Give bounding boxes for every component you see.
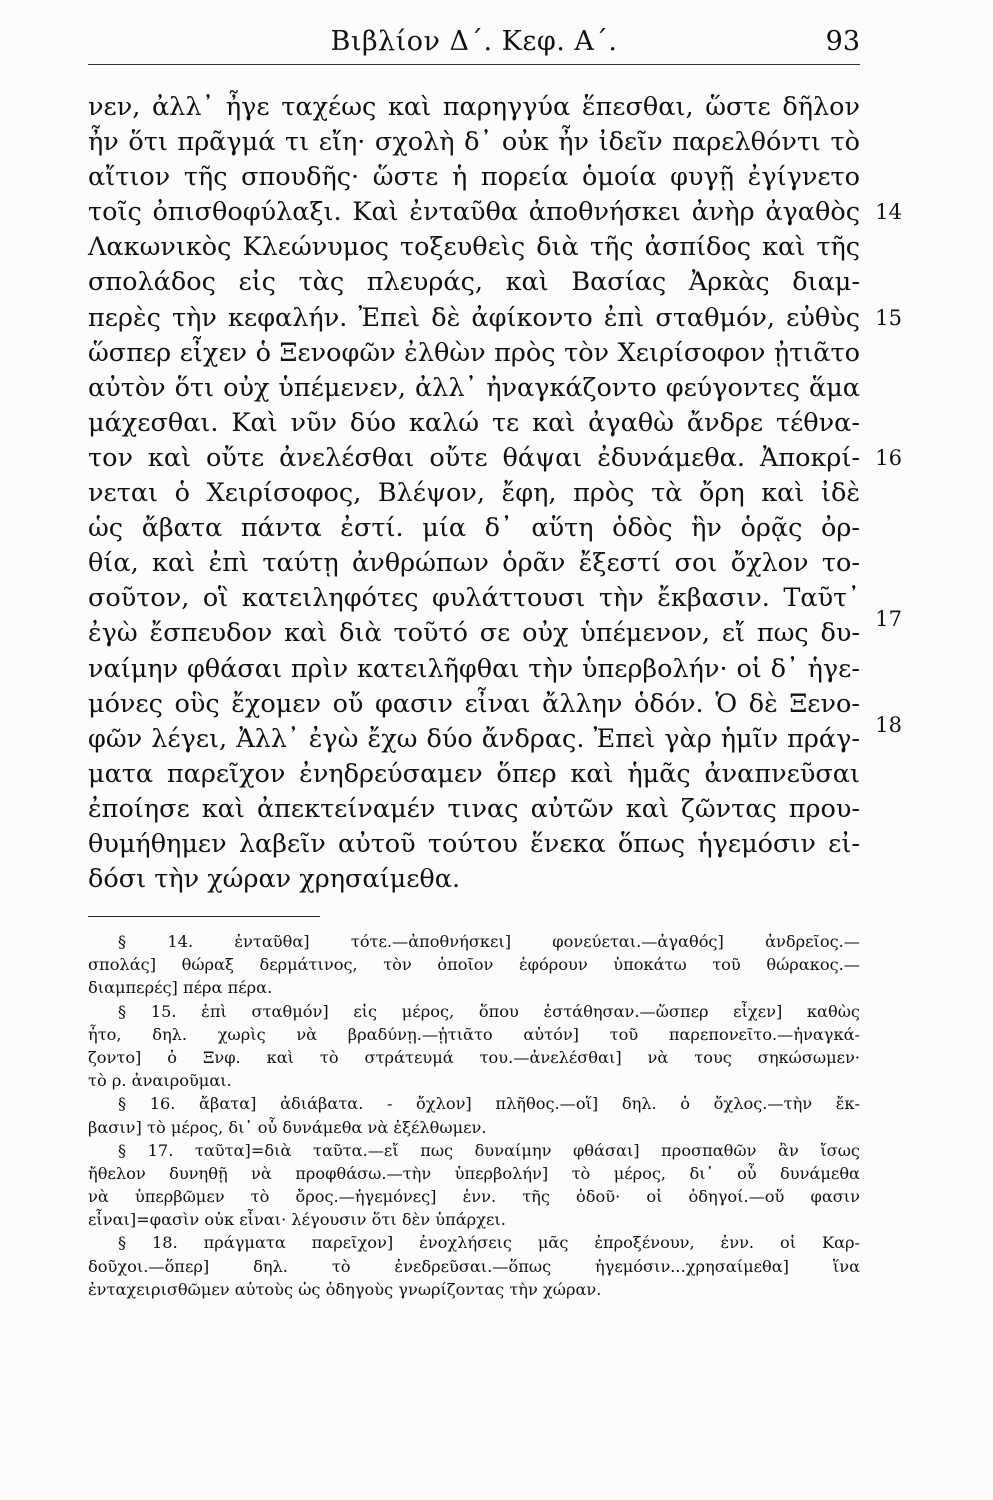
page-header bbox=[88, 18, 860, 65]
footnote-line: νὰ ὑπερβῶμεν τὸ ὄρος.—ἡγεμόνες] ἐνν. τῆς ὁδοῦ· οἱ ὁδηγοί.—οὔ φασιν bbox=[88, 1187, 860, 1207]
footnote-line: δοῦχοι.—ὅπερ] δηλ. τὸ ἐνεδρεῦσαι.—ὅπως ἡγεμόσιν...χρησαίμεθα] ἵνα bbox=[88, 1256, 860, 1276]
text-line: δόσι τὴν χώραν χρησαίμεθα. bbox=[88, 864, 461, 895]
text-line-with-section bbox=[88, 301, 902, 336]
footnote-line: βασιν] τὸ μέρος, δι᾽ οὗ δυνάμεθα νὰ ἐξέλθωμεν. bbox=[88, 1117, 487, 1137]
text-line: σοῦτον, οἳ κατειληφότες φυλάττουσι τὴν ἔκβασιν. Ταῦτ᾽ bbox=[88, 583, 860, 614]
text-line-with-section bbox=[88, 195, 902, 230]
text-line: μάχεσθαι. Καὶ νῦν δύο καλώ τε καὶ ἀγαθὼ ἄνδρε τέθνα- bbox=[88, 407, 860, 438]
section-number-14: 14 bbox=[875, 200, 902, 225]
text-line: ματα παρεῖχον ἐνηδρεύσαμεν ὅπερ καὶ ἡμᾶς ἀναπνεῦσαι bbox=[88, 758, 860, 789]
text-line: νεν, ἀλλ᾽ ἦγε ταχέως καὶ παρηγγύα ἕπεσθαι, ὥστε δῆλον bbox=[88, 92, 860, 122]
text-line-with-section bbox=[88, 712, 902, 757]
main-text bbox=[88, 90, 902, 897]
footnote-line: § 16. ἄβατα] ἀδιάβατα. - ὄχλον] πλῆθος.—οἵ] δηλ. ὁ ὄχλος.—τὴν ἔκ- bbox=[118, 1094, 860, 1114]
section-number-15: 15 bbox=[875, 305, 902, 330]
text-line: ἐποίησε καὶ ἀπεκτείναμέν τινας αὐτῶν καὶ ζῶντας πρου- bbox=[88, 793, 860, 824]
footnote-line: § 15. ἐπὶ σταθμόν] εἰς μέρος, ὅπου ἐστάθησαν.—ὥσπερ εἶχεν] καθὼς bbox=[118, 1001, 860, 1021]
text-line-with-section bbox=[88, 607, 902, 651]
footnote-separator bbox=[88, 916, 320, 917]
footnote-line: σπολάς] θώραξ δερμάτινος, τὸν ὁποῖον ἐφόρουν ὑποκάτω τοῦ θώρακος.— bbox=[88, 955, 860, 975]
text-line: θυμήθημεν λαβεῖν αὐτοῦ τούτου ἕνεκα ὅπως ἡγεμόσιν εἰ- bbox=[88, 828, 860, 859]
text-line: αἴτιον τῆς σπουδῆς· ὥστε ἡ πορεία ὁμοία φυγῇ ἐγίγνετο bbox=[88, 162, 860, 193]
footnote-line: εἶναι]=φασὶν οὐκ εἶναι· λέγουσιν ὅτι δὲν ὑπάρχει. bbox=[88, 1210, 506, 1230]
text-line: ὥσπερ εἶχεν ὁ Ξενοφῶν ἐλθὼν πρὸς τὸν Χειρίσοφον ᾐτιᾶτο bbox=[88, 337, 860, 368]
footnote-line: ἦτο, δηλ. χωρὶς νὰ βραδύνῃ.—ᾐτιᾶτο αὐτόν] τοῦ παρεπονεῖτο.—ἠναγκά- bbox=[88, 1024, 860, 1044]
running-head: Βιβλίον Δ΄. Κεφ. Α΄. bbox=[330, 26, 618, 57]
text-line-content: τον καὶ οὔτε ἀνελέσθαι οὔτε θάψαι ἐδυνάμεθα. Ἀποκρί- bbox=[88, 442, 860, 473]
text-line-content: τοῖς ὀπισθοφύλαξι. Καὶ ἐνταῦθα ἀποθνήσκει ἀνὴρ ἀγαθὸς bbox=[88, 197, 860, 228]
text-line: ἦν ὅτι πρᾶγμά τι εἴη· σχολὴ δ᾽ οὐκ ἦν ἰδεῖν παρελθόντι τὸ bbox=[88, 127, 860, 158]
footnote-line: διαμπερές] πέρα πέρα. bbox=[88, 978, 273, 998]
text-line: ὡς ἄβατα πάντα ἐστί. μία δ᾽ αὕτη ὁδὸς ἣν ὁρᾷς ὀρ- bbox=[88, 513, 860, 544]
text-line-with-section bbox=[88, 441, 902, 476]
text-line: σπολάδος εἰς τὰς πλευράς, καὶ Βασίας Ἀρκὰς διαμ- bbox=[88, 267, 860, 298]
text-line-content: ἐγὼ ἔσπευδον καὶ διὰ τοῦτό σε οὐχ ὑπέμενον, εἴ πως δυ- bbox=[88, 618, 860, 649]
text-line: Λακωνικὸς Κλεώνυμος τοξευθεὶς διὰ τῆς ἀσπίδος καὶ τῆς bbox=[88, 232, 860, 263]
text-line: μόνες οὓς ἔχομεν οὔ φασιν εἶναι ἄλλην ὁδόν. Ὁ δὲ Ξενο- bbox=[88, 688, 860, 719]
section-number-18: 18 bbox=[875, 712, 902, 737]
footnote-line: ἐνταχειρισθῶμεν αὐτοὺς ὡς ὁδηγοὺς γνωρίζοντας τὴν χώραν. bbox=[88, 1279, 602, 1299]
text-line-content: περὲς τὴν κεφαλήν. Ἐπεὶ δὲ ἀφίκοντο ἐπὶ σταθμόν, εὐθὺς bbox=[88, 302, 860, 333]
text-line-content: φῶν λέγει, Ἀλλ᾽ ἐγὼ ἔχω δύο ἄνδρας. Ἐπεὶ γὰρ ἡμῖν πράγ- bbox=[88, 723, 860, 754]
footnote-line: § 17. ταῦτα]=διὰ ταῦτα.—εἴ πως δυναίμην φθάσαι] προσπαθῶν ἂν ἴσως bbox=[118, 1140, 860, 1160]
footnote-line: ἤθελον δυνηθῇ νὰ προφθάσω.—τὴν ὑπερβολήν] τὸ μέρος, δι᾽ οὗ δυνάμεθα bbox=[88, 1163, 860, 1183]
footnotes bbox=[88, 930, 860, 1301]
footnote-line: ζοντο] ὁ Ξνφ. καὶ τὸ στράτευμά του.—ἀνελέσθαι] νὰ τους σηκώσωμεν· bbox=[88, 1047, 860, 1067]
text-line: νεται ὁ Χειρίσοφος, Βλέψον, ἔφη, πρὸς τὰ ὄρη καὶ ἰδὲ bbox=[88, 478, 860, 509]
section-number-17: 17 bbox=[875, 607, 902, 632]
footnote-line: § 14. ἐνταῦθα] τότε.—ἀποθνήσκει] φονεύεται.—ἀγαθός] ἀνδρεῖος.— bbox=[118, 932, 860, 951]
text-line: ναίμην φθάσαι πρὶν κατειλῆφθαι τὴν ὑπερβολήν· οἱ δ᾽ ἡγε- bbox=[88, 653, 860, 684]
footnote-line: τὸ ρ. ἀναιροῦμαι. bbox=[88, 1071, 232, 1091]
page-number: 93 bbox=[825, 26, 860, 57]
text-line: θία, καὶ ἐπὶ ταύτῃ ἀνθρώπων ὁρᾶν ἔξεστί σοι ὄχλον το- bbox=[88, 548, 860, 579]
section-number-16: 16 bbox=[875, 445, 902, 470]
footnote-line: § 18. πράγματα παρεῖχον] ἐνοχλήσεις μᾶς ἐπροξένουν, ἐνν. οἱ Καρ- bbox=[118, 1233, 860, 1253]
text-line: αὐτὸν ὅτι οὐχ ὑπέμενεν, ἀλλ᾽ ἠναγκάζοντο φεύγοντες ἅμα bbox=[88, 372, 860, 403]
